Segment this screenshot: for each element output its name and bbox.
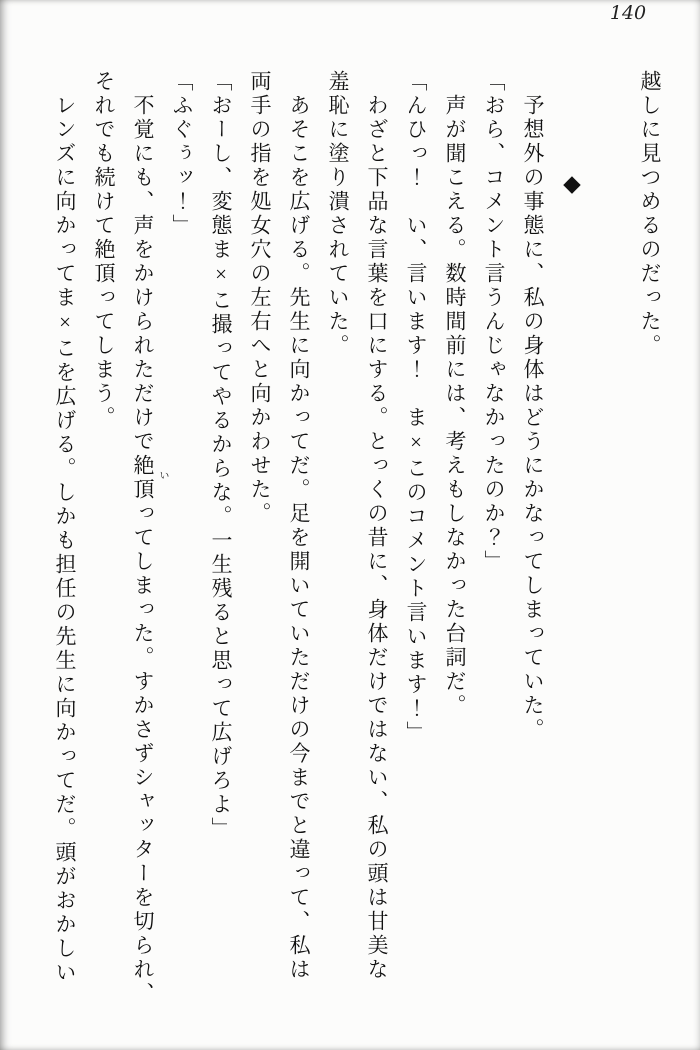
dialogue-column: 「んひっ！ い、言います！ ま×このコメント言います！」 bbox=[404, 70, 428, 745]
vertical-text-block bbox=[53, 70, 662, 1030]
narration-column: 声が聞こえる。数時間前には、考えもしなかった台詞だ。 bbox=[443, 70, 467, 718]
narration-column bbox=[131, 70, 168, 1006]
narration-column-text: 不覚にも、声をかけられただけで絶頂ってしまった。すかさずシャッターを切られ、 bbox=[131, 70, 155, 1006]
narration-column: 羞恥に塗り潰されていた。 bbox=[326, 70, 350, 358]
narration-column: 越しに見つめるのだった。 bbox=[638, 70, 662, 358]
dialogue-column: 「おら、コメント言うんじゃなかったのか？」 bbox=[482, 70, 506, 574]
furigana-annotation: い bbox=[157, 470, 168, 480]
narration-column: あそこを広げる。先生に向かってだ。足を開いていただけの今までと違って、私は bbox=[287, 70, 311, 982]
dialogue-column: 「ふぐぅッ！」 bbox=[170, 70, 194, 238]
page-number: 140 bbox=[609, 2, 647, 24]
section-divider-diamond: ◆ bbox=[560, 171, 585, 197]
narration-column: レンズに向かってま×こを広げる。しかも担任の先生に向かってだ。頭がおかしい bbox=[53, 70, 77, 985]
narration-column: わざと下品な言葉を口にする。とっくの昔に、身体だけではない、私の頭は甘美な bbox=[365, 70, 389, 982]
narration-column: それでも続けて絶頂ってしまう。 bbox=[92, 70, 116, 430]
dialogue-column: 「おーし、変態ま×こ撮ってやるからな。一生残ると思って広げろよ」 bbox=[209, 70, 233, 841]
narration-column: 予想外の事態に、私の身体はどうにかなってしまっていた。 bbox=[521, 70, 545, 742]
narration-column: 両手の指を処女穴の左右へと向かわせた。 bbox=[248, 70, 272, 526]
